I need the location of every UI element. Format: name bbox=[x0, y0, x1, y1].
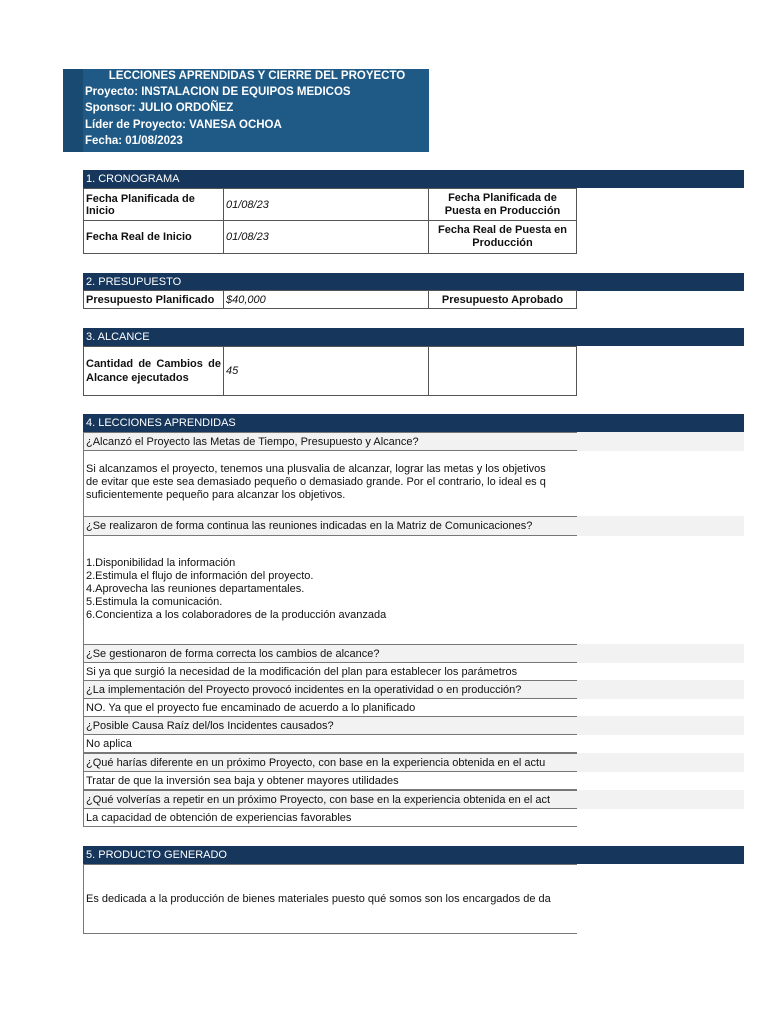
question-do-differently: ¿Qué harías diferente en un próximo Proyecto, con base en la experiencia obtenida en el actu bbox=[83, 753, 577, 772]
project-name: Proyecto: INSTALACION DE EQUIPOS MEDICOS bbox=[85, 86, 351, 98]
question-row-fill bbox=[577, 644, 744, 663]
question-row-fill bbox=[577, 516, 744, 536]
planned-start-label: Fecha Planificada de Inicio bbox=[83, 188, 224, 221]
actual-start-value[interactable]: 01/08/23 bbox=[223, 220, 429, 254]
answer-goals-line: Si alcanzamos el proyecto, tenemos una plusvalia de alcanzar, lograr las metas y los objetivos bbox=[86, 463, 546, 475]
planned-budget-value[interactable]: $40,000 bbox=[223, 290, 429, 309]
answer-goals-line: de evitar que este sea demasiado pequeño o demasiado grande. Por el contrario, lo ideal es q bbox=[86, 476, 546, 488]
answer-goals[interactable] bbox=[83, 450, 577, 517]
answer-meetings-line: 2.Estimula el flujo de información del proyecto. bbox=[86, 570, 314, 582]
question-row-fill bbox=[577, 753, 744, 772]
answer-do-differently[interactable]: Tratar de que la inversión sea baja y obtener mayores utilidades bbox=[83, 771, 577, 790]
question-row-fill bbox=[577, 680, 744, 699]
product-description[interactable]: Es dedicada a la producción de bienes materiales puesto qué somos son los encargados de da bbox=[83, 864, 577, 934]
question-meetings: ¿Se realizaron de forma continua las reuniones indicadas en la Matriz de Comunicaciones? bbox=[83, 516, 577, 536]
question-repeat: ¿Qué volverías a repetir en un próximo Proyecto, con base en la experiencia obtenida en el act bbox=[83, 790, 577, 809]
question-row-fill bbox=[577, 716, 744, 735]
question-root-cause: ¿Posible Causa Raíz del/los Incidentes causados? bbox=[83, 716, 577, 735]
project-leader: Líder de Proyecto: VANESA OCHOA bbox=[85, 119, 282, 131]
answer-meetings[interactable] bbox=[83, 535, 577, 645]
answer-incidents[interactable]: NO. Ya que el proyecto fue encaminado de acuerdo a lo planificado bbox=[83, 698, 577, 717]
answer-meetings-line: 6.Concientiza a los colaboradores de la producción avanzada bbox=[86, 609, 387, 621]
header-accent-strip bbox=[63, 69, 83, 152]
question-incidents: ¿La implementación del Proyecto provocó incidentes en la operatividad o en producción? bbox=[83, 680, 577, 699]
question-row-fill bbox=[577, 432, 744, 451]
section-producto-header: 5. PRODUCTO GENERADO bbox=[83, 846, 744, 864]
answer-meetings-line: 4.Aprovecha las reuniones departamentales. bbox=[86, 583, 305, 595]
scope-empty-cell bbox=[428, 346, 577, 396]
section-lecciones-header: 4. LECCIONES APRENDIDAS bbox=[83, 414, 744, 432]
document-date: Fecha: 01/08/2023 bbox=[85, 135, 183, 147]
actual-production-label: Fecha Real de Puesta en Producción bbox=[428, 220, 577, 254]
actual-start-label: Fecha Real de Inicio bbox=[83, 220, 224, 254]
question-goals: ¿Alcanzó el Proyecto las Metas de Tiempo, Presupuesto y Alcance? bbox=[83, 432, 577, 451]
planned-budget-label: Presupuesto Planificado bbox=[83, 290, 224, 309]
answer-meetings-line: 1.Disponibilidad la información bbox=[86, 557, 236, 569]
answer-goals-line: suficientemente pequeño para alcanzar los objetivos. bbox=[86, 489, 346, 501]
question-scope-changes: ¿Se gestionaron de forma correcta los cambios de alcance? bbox=[83, 644, 577, 663]
section-cronograma-header: 1. CRONOGRAMA bbox=[83, 170, 744, 188]
section-presupuesto-header: 2. PRESUPUESTO bbox=[83, 273, 744, 291]
answer-meetings-line: 5.Estimula la comunicación. bbox=[86, 596, 223, 608]
approved-budget-label: Presupuesto Aprobado bbox=[428, 290, 577, 309]
section-alcance-header: 3. ALCANCE bbox=[83, 328, 744, 346]
answer-repeat[interactable]: La capacidad de obtención de experiencias favorables bbox=[83, 808, 577, 827]
answer-scope-changes[interactable]: Si ya que surgió la necesidad de la modificación del plan para establecer los parámetros bbox=[83, 662, 577, 681]
planned-start-value[interactable]: 01/08/23 bbox=[223, 188, 429, 221]
question-row-fill bbox=[577, 790, 744, 809]
answer-root-cause[interactable]: No aplica bbox=[83, 734, 577, 753]
sponsor-name: Sponsor: JULIO ORDOÑEZ bbox=[85, 102, 234, 114]
scope-changes-value[interactable]: 45 bbox=[223, 346, 429, 396]
header-box bbox=[63, 69, 429, 152]
planned-production-label: Fecha Planificada de Puesta en Producción bbox=[428, 188, 577, 221]
document-title: LECCIONES APRENDIDAS Y CIERRE DEL PROYECTO bbox=[108, 70, 406, 82]
scope-changes-label: Cantidad de Cambios de Alcance ejecutados bbox=[83, 346, 224, 396]
